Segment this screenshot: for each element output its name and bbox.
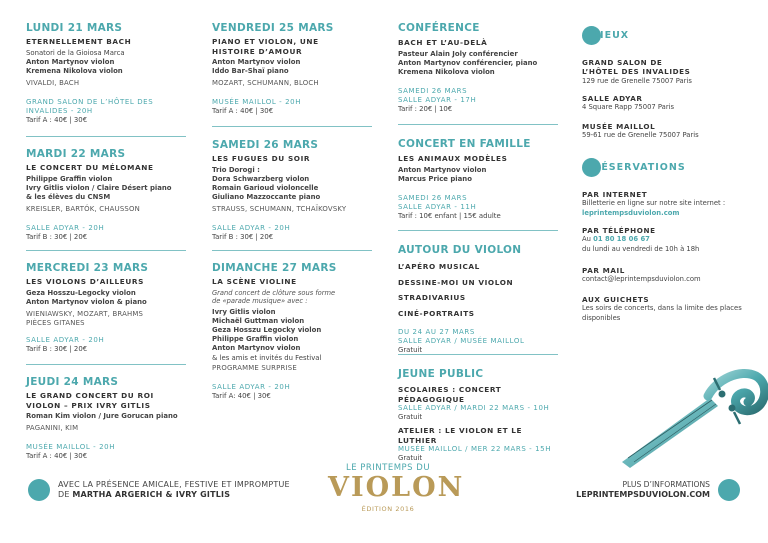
event-date: JEUNE PUBLIC bbox=[398, 368, 484, 380]
event-title: LA SCÈNE VIOLINE bbox=[212, 277, 297, 287]
event-venue: SALLE ADYAR - 20H bbox=[26, 335, 105, 344]
event-venue: SALLE ADYAR - 17H bbox=[398, 95, 477, 104]
event-tarif: Tarif A : 40€ | 30€ bbox=[212, 107, 274, 116]
activity-item: DESSINE-MOI UN VIOLON bbox=[398, 277, 514, 287]
resa-internet: PAR INTERNET Billetterie en ligne sur notre site internet : leprintempsduviolon.com bbox=[582, 190, 726, 217]
event-date: MERCREDI 23 MARS bbox=[26, 262, 149, 274]
event-venue-date: SAMEDI 26 MARS bbox=[398, 86, 468, 95]
event-date: CONCERT EN FAMILLE bbox=[398, 138, 531, 150]
email-link[interactable]: contact@leprintempsduviolon.com bbox=[582, 275, 701, 284]
lieux-header bbox=[582, 26, 629, 45]
event-tarif: Tarif B : 30€ | 20€ bbox=[26, 345, 88, 354]
festival-logo: LE PRINTEMPS DU VIOLON ÉDITION 2016 bbox=[328, 463, 465, 513]
event-tarif: Tarif A : 40€ | 30€ bbox=[26, 452, 88, 461]
event-venue: SALLE ADYAR / MARDI 22 MARS - 10H bbox=[398, 404, 550, 413]
event-mercredi bbox=[26, 262, 191, 354]
event-tarif: Gratuit bbox=[398, 346, 423, 355]
separator bbox=[26, 250, 186, 251]
event-jeune-public bbox=[398, 368, 558, 463]
event-composers: VIVALDI, BACH bbox=[26, 78, 80, 87]
event-venue: SALLE ADYAR - 20H bbox=[212, 382, 291, 391]
event-date: LUNDI 21 MARS bbox=[26, 22, 123, 34]
activity-title: SCOLAIRES : CONCERT PÉDAGOGIQUE bbox=[398, 385, 502, 404]
separator bbox=[398, 354, 558, 355]
event-vendredi bbox=[212, 22, 382, 116]
separator bbox=[212, 126, 372, 127]
event-venue-date: DU 24 AU 27 MARS bbox=[398, 328, 475, 336]
separator bbox=[26, 364, 186, 365]
event-famille bbox=[398, 138, 558, 221]
resa-guichets: AUX GUICHETS Les soirs de concerts, dans la limite des places disponibles bbox=[582, 295, 742, 322]
event-composers: KREISLER, BARTÓK, CHAUSSON bbox=[26, 204, 140, 213]
event-venue-date: SAMEDI 26 MARS bbox=[398, 193, 468, 202]
separator bbox=[26, 136, 186, 137]
event-performers: Pasteur Alain Joly conférencier Anton Martynov conférencier, piano Kremena Nikolova violon bbox=[398, 49, 538, 76]
event-performers: Geza Hosszu-Legocky violon Anton Martynov violon & piano bbox=[26, 288, 147, 306]
event-venue: SALLE ADYAR - 11H bbox=[398, 202, 477, 211]
event-tarif: Tarif B : 30€ | 20€ bbox=[26, 233, 88, 242]
event-date: DIMANCHE 27 MARS bbox=[212, 262, 337, 274]
event-title: LES VIOLONS D’AILLEURS bbox=[26, 277, 144, 287]
event-conference bbox=[398, 22, 558, 114]
activity-title: ATELIER : LE VIOLON ET LE LUTHIER bbox=[398, 426, 523, 445]
event-dimanche bbox=[212, 262, 382, 401]
event-composers: WIENIAWSKY, MOZART, BRAHMS PIÈCES GITANES bbox=[26, 309, 144, 327]
violin-scroll-image bbox=[620, 350, 768, 470]
event-title: BACH ET L’AU-DELÀ bbox=[398, 38, 488, 48]
event-venue: MUSÉE MAILLOL - 20H bbox=[212, 98, 302, 107]
footer-right: PLUS D’INFORMATIONS LEPRINTEMPSDUVIOLON.COM bbox=[576, 479, 740, 501]
event-lundi bbox=[26, 22, 191, 125]
event-title: PIANO ET VIOLON, UNE HISTOIRE D’AMOUR bbox=[212, 37, 319, 56]
activity-item: STRADIVARIUS bbox=[398, 293, 466, 303]
activity-item: CINÉ-PORTRAITS bbox=[398, 308, 475, 318]
event-tarif: Tarif B : 30€ | 20€ bbox=[212, 233, 274, 242]
event-jeudi bbox=[26, 376, 191, 461]
event-tarif: Gratuit bbox=[398, 454, 423, 463]
event-title: LES FUGUES DU SOIR bbox=[212, 154, 311, 164]
event-venue: SALLE ADYAR / MUSÉE MAILLOL bbox=[398, 337, 525, 346]
event-title: LE CONCERT DU MÉLOMANE bbox=[26, 163, 154, 173]
event-note: Grand concert de clôture sous forme de «parade musique» avec : bbox=[212, 288, 336, 306]
resa-telephone: PAR TÉLÉPHONE Au 01 80 18 06 67 du lundi au vendredi de 10h à 18h bbox=[582, 226, 700, 253]
event-performers: Trio Dorogi : Dora Schwarzberg violon Romain Garioud violoncelle Giuliano Mazzoccante piano bbox=[212, 165, 321, 201]
activity-item: L’APÉRO MUSICAL bbox=[398, 262, 480, 272]
event-date: SAMEDI 26 MARS bbox=[212, 139, 319, 151]
section-title: LIEUX bbox=[593, 30, 630, 41]
event-tarif: Tarif A : 40€ | 30€ bbox=[26, 116, 88, 125]
venue-adyar: SALLE ADYAR 4 Square Rapp 75007 Paris bbox=[582, 94, 675, 112]
event-title: LE GRAND CONCERT DU ROI VIOLON – PRIX IVRY GITLIS bbox=[26, 391, 154, 410]
event-tarif: Tarif : 20€ | 10€ bbox=[398, 105, 453, 114]
website-link[interactable]: LEPRINTEMPSDUVIOLON.COM bbox=[576, 489, 710, 499]
event-title: ETERNELLEMENT BACH bbox=[26, 37, 132, 47]
event-performers: Anton Martynov violon Marcus Price piano bbox=[398, 165, 487, 183]
event-composers: STRAUSS, SCHUMANN, TCHAÏKOVSKY bbox=[212, 204, 347, 213]
phone-number[interactable]: 01 80 18 06 67 bbox=[593, 235, 650, 244]
event-mardi bbox=[26, 148, 191, 242]
event-venue: GRAND SALON DE L’HÔTEL DES INVALIDES - 20H bbox=[26, 97, 154, 116]
event-composers: PAGANINI, KIM bbox=[26, 424, 79, 433]
venue-invalides: GRAND SALON DE L’HÔTEL DES INVALIDES 129 rue de Grenelle 75007 Paris bbox=[582, 58, 692, 85]
event-tarif: Tarif A: 40€ | 30€ bbox=[212, 391, 271, 400]
event-performers: Philippe Graffin violon Ivry Gitlis violon / Claire Désert piano & les élèves du CNSM bbox=[26, 174, 172, 201]
event-title: LES ANIMAUX MODÈLES bbox=[398, 154, 508, 164]
resa-mail: PAR MAIL contact@leprintempsduviolon.com bbox=[582, 266, 747, 285]
event-composers: PROGRAMME SURPRISE bbox=[212, 363, 297, 372]
separator bbox=[398, 124, 558, 125]
event-venue: SALLE ADYAR - 20H bbox=[212, 224, 291, 233]
event-date: AUTOUR DU VIOLON bbox=[398, 244, 522, 256]
event-performers: Roman Kim violon / Jure Gorucan piano bbox=[26, 412, 178, 421]
event-date: CONFÉRENCE bbox=[398, 22, 480, 34]
circle-icon bbox=[718, 479, 740, 501]
separator bbox=[212, 250, 372, 251]
event-venue: SALLE ADYAR - 20H bbox=[26, 223, 105, 232]
event-tarif: Gratuit bbox=[398, 413, 423, 422]
event-tarif: Tarif : 10€ enfant | 15€ adulte bbox=[398, 211, 501, 220]
website-link[interactable]: leprintempsduviolon.com bbox=[582, 208, 680, 217]
venue-maillol: MUSÉE MAILLOL 59-61 rue de Grenelle 75007 Paris bbox=[582, 122, 699, 140]
event-venue: MUSÉE MAILLOL / MER 22 MARS - 15H bbox=[398, 445, 552, 454]
event-date: JEUDI 24 MARS bbox=[26, 376, 119, 388]
event-composers: MOZART, SCHUMANN, BLOCH bbox=[212, 79, 319, 88]
event-venue: MUSÉE MAILLOL - 20H bbox=[26, 443, 116, 452]
event-date: MARDI 22 MARS bbox=[26, 148, 126, 160]
event-samedi bbox=[212, 139, 382, 242]
reservations-header bbox=[582, 158, 686, 177]
separator bbox=[398, 230, 558, 231]
event-performers: Sonatori de la Gioiosa Marca Anton Martynov violon Kremena Nikolova violon bbox=[26, 48, 125, 75]
section-title: RÉSERVATIONS bbox=[593, 162, 686, 173]
footer-left: AVEC LA PRÉSENCE AMICALE, FESTIVE ET IMPROMPTUE DE MARTHA ARGERICH & IVRY GITLIS bbox=[28, 479, 290, 501]
event-date: VENDREDI 25 MARS bbox=[212, 22, 334, 34]
event-performers: Ivry Gitlis violon Michaël Guttman violon Geza Hosszu Legocky violon Philippe Graffin violon Anton Martynov violon & les amis et invités du Festival bbox=[212, 307, 322, 362]
event-performers: Anton Martynov violon Iddo Bar-Shaï piano bbox=[212, 58, 301, 76]
event-autour bbox=[398, 244, 558, 355]
circle-icon bbox=[28, 479, 50, 501]
guest-names: MARTHA ARGERICH & IVRY GITLIS bbox=[72, 490, 231, 499]
